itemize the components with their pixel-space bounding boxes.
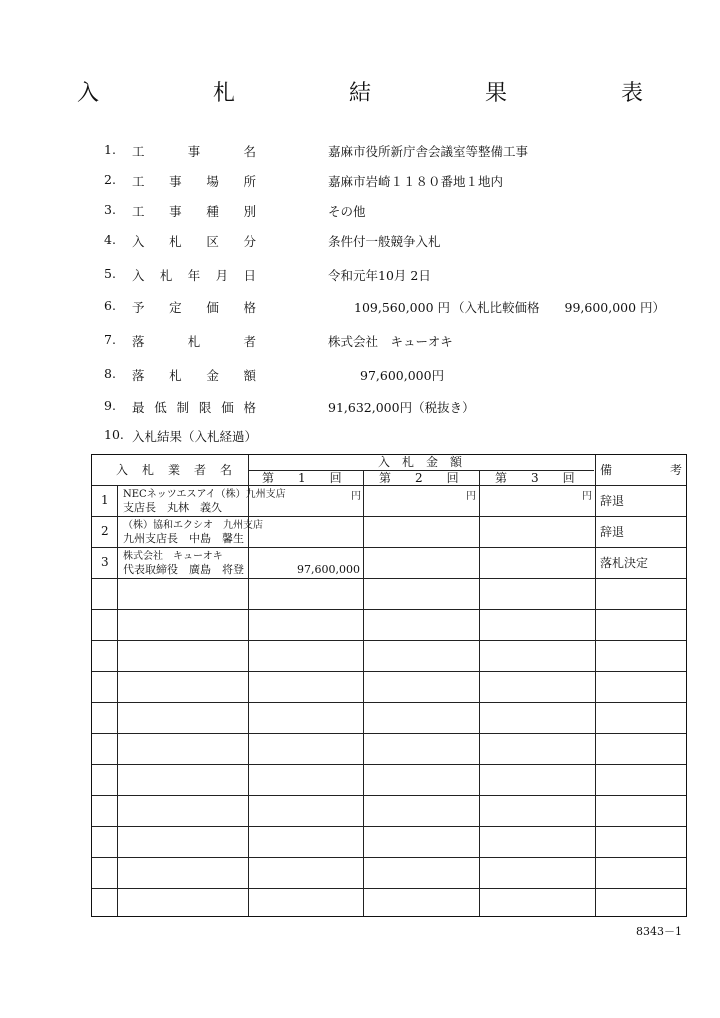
info-value: 嘉麻市岩崎１１８０番地１地内 xyxy=(328,174,504,189)
info-label xyxy=(132,142,256,160)
info-label-char: 落 xyxy=(132,368,145,383)
info-label xyxy=(132,332,256,350)
row-line xyxy=(92,826,686,827)
info-label-char: 事 xyxy=(187,144,201,159)
row-line xyxy=(92,733,686,734)
info-value: 嘉麻市役所新庁舎会議室等整備工事 xyxy=(328,144,529,159)
bidder-name: （株）協和エクシオ 九州支店 xyxy=(123,520,263,531)
info-value: 109,560,000 円 xyxy=(354,300,450,315)
info-label-char: 予 xyxy=(132,300,145,315)
info-row xyxy=(104,172,704,194)
info-number: 8. xyxy=(104,366,116,381)
info-label-char: 札 xyxy=(187,334,201,349)
info-row xyxy=(104,427,704,449)
row-number: 3 xyxy=(101,555,109,569)
info-number: 7. xyxy=(104,332,116,347)
bidder-representative: 代表取締役 廣島 将登 xyxy=(123,563,244,576)
info-label-char: 区 xyxy=(206,234,219,249)
row-line xyxy=(92,888,686,889)
info-label-char: 落 xyxy=(132,334,145,349)
info-number: 1. xyxy=(104,142,116,157)
info-label-char: 格 xyxy=(243,400,256,415)
info-number: 9. xyxy=(104,398,116,413)
info-label-char: 入 xyxy=(132,234,145,249)
row-line xyxy=(92,640,686,641)
row-line xyxy=(92,516,686,517)
info-value-note: （入札比較価格 99,600,000 円） xyxy=(452,300,666,315)
info-label xyxy=(132,366,256,384)
info-label-char: 工 xyxy=(132,144,145,159)
info-label xyxy=(132,266,256,284)
info-value: 条件付一般競争入札 xyxy=(328,234,441,249)
info-label-char: 限 xyxy=(198,400,212,415)
info-label-char: 札 xyxy=(159,268,173,283)
header-amount: 入 札 金 額 xyxy=(378,455,463,469)
remark: 辞退 xyxy=(600,525,625,539)
row-line xyxy=(92,578,686,579)
yen-unit: 円 xyxy=(582,491,592,502)
info-value: 97,600,000円 xyxy=(360,368,445,383)
yen-unit: 円 xyxy=(466,491,476,502)
info-row xyxy=(104,142,704,164)
info-value: 91,632,000円（税抜き） xyxy=(328,400,475,415)
info-row xyxy=(104,232,704,254)
col-line xyxy=(595,455,596,916)
info-label: 入札結果（入札経過） xyxy=(132,429,258,444)
remark: 落札決定 xyxy=(600,556,649,570)
info-label-char: 者 xyxy=(243,334,256,349)
info-label-char: 日 xyxy=(243,268,256,283)
info-label xyxy=(132,172,256,190)
info-label-char: 入 xyxy=(132,268,145,283)
info-number: 10. xyxy=(104,427,124,442)
info-label-char: 格 xyxy=(243,300,256,315)
info-value: 株式会社 キューオキ xyxy=(328,334,453,349)
col-line xyxy=(363,470,364,916)
col-line xyxy=(117,485,118,916)
info-label-char: 別 xyxy=(243,204,256,219)
info-number: 5. xyxy=(104,266,116,281)
row-line xyxy=(92,485,686,486)
info-label-char: 場 xyxy=(206,174,219,189)
info-row xyxy=(104,202,704,224)
info-label-char: 額 xyxy=(243,368,256,383)
info-label-char: 価 xyxy=(221,400,234,415)
info-number: 6. xyxy=(104,298,116,313)
info-number: 3. xyxy=(104,202,116,217)
info-label-char: 工 xyxy=(132,174,145,189)
row-line xyxy=(92,671,686,672)
page-title: 入 札 結 果 表 xyxy=(76,81,689,106)
row-line xyxy=(92,857,686,858)
info-label-char: 制 xyxy=(176,400,190,415)
page-number: 8343－1 xyxy=(636,925,682,938)
col-line xyxy=(479,470,480,916)
info-value: 令和元年10月 2日 xyxy=(328,268,431,283)
bidder-representative: 支店長 丸林 義久 xyxy=(123,501,222,514)
header-round-3: 第 3 回 xyxy=(495,471,575,485)
info-label xyxy=(132,232,256,250)
info-label-char: 低 xyxy=(154,400,167,415)
info-label-char: 年 xyxy=(187,268,201,283)
info-number: 4. xyxy=(104,232,116,247)
info-label xyxy=(132,398,256,416)
info-label xyxy=(132,298,256,316)
info-row xyxy=(104,332,704,354)
row-line xyxy=(92,795,686,796)
row-number: 2 xyxy=(101,524,109,538)
remark: 辞退 xyxy=(600,494,625,508)
info-label-char: 分 xyxy=(243,234,256,249)
row-line xyxy=(92,609,686,610)
info-label-char: 所 xyxy=(243,174,256,189)
bid-result-table xyxy=(91,454,687,917)
header-round-2: 第 2 回 xyxy=(379,471,459,485)
yen-unit: 円 xyxy=(351,491,361,502)
info-row xyxy=(104,298,704,320)
header-round-1: 第 1 回 xyxy=(262,471,342,485)
bidder-name: 株式会社 キューオキ xyxy=(123,551,223,562)
info-label-char: 名 xyxy=(243,144,256,159)
header-remarks-1: 備 xyxy=(600,463,613,477)
info-label-char: 価 xyxy=(206,300,219,315)
info-number: 2. xyxy=(104,172,116,187)
bidder-representative: 九州支店長 中島 馨生 xyxy=(123,532,244,545)
row-line xyxy=(92,764,686,765)
info-label xyxy=(132,202,256,220)
info-label-char: 札 xyxy=(169,368,182,383)
row-line xyxy=(92,702,686,703)
info-row xyxy=(104,398,704,420)
info-label-char: 月 xyxy=(215,268,229,283)
info-label-char: 最 xyxy=(132,400,145,415)
header-remarks-2: 考 xyxy=(670,463,683,477)
info-row xyxy=(104,366,704,388)
info-value: その他 xyxy=(328,204,366,219)
info-label-char: 札 xyxy=(169,234,182,249)
header-bidder: 入 札 業 者 名 xyxy=(116,463,234,477)
info-label-char: 定 xyxy=(169,300,182,315)
info-row xyxy=(104,266,704,288)
info-label-char: 工 xyxy=(132,204,145,219)
bid-amount-round-1: 97,600,000 xyxy=(297,563,360,576)
info-label-char: 種 xyxy=(206,204,219,219)
row-line xyxy=(92,547,686,548)
row-number: 1 xyxy=(101,493,109,507)
info-label-char: 事 xyxy=(169,174,182,189)
info-label-char: 事 xyxy=(169,204,182,219)
bidder-name: NECネッツエスアイ（株）九州支店 xyxy=(123,489,286,500)
info-label-char: 金 xyxy=(206,368,219,383)
